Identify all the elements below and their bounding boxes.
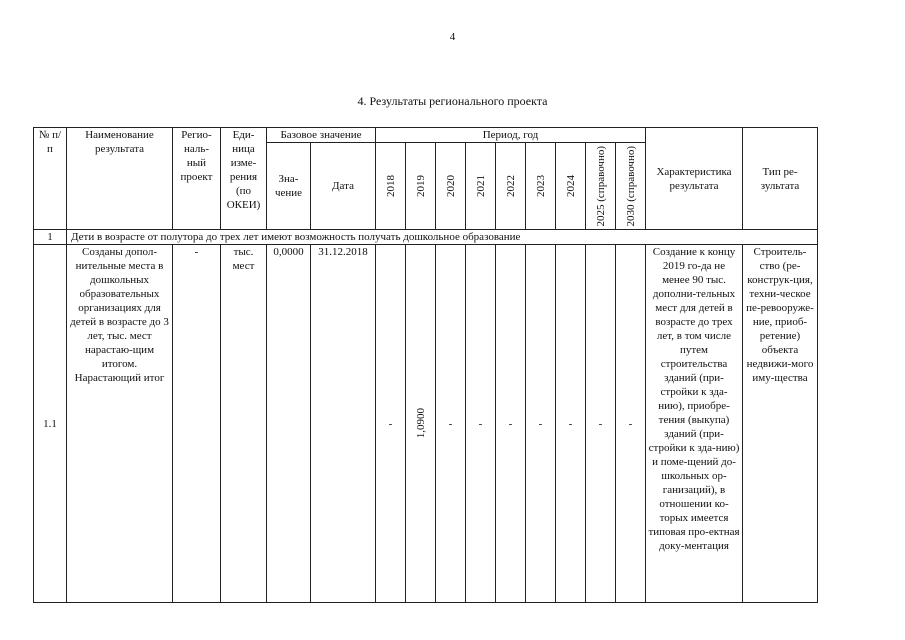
section-text: Дети в возрасте от полутора до трех лет имеют возможность получать дошкольное образование — [67, 230, 818, 245]
header-unit: Еди-ница изме-рения (по ОКЕИ) — [221, 128, 267, 230]
header-year-2025: 2025 (справочно) — [586, 143, 616, 230]
row-unit: тыс. мест — [221, 245, 267, 603]
header-period: Период, год — [376, 128, 646, 143]
row-base-date: 31.12.2018 — [311, 245, 376, 603]
row-year-2023: - — [526, 245, 556, 603]
header-base: Базовое значение — [267, 128, 376, 143]
section-num: 1 — [34, 230, 67, 245]
header-name: Наименование результата — [67, 128, 173, 230]
header-type: Тип ре-зультата — [743, 128, 818, 230]
row-name: Созданы допол-нительные места в дошкольных образовательных организациях для детей в возрасте до 3 лет, тыс. мест нарастаю-щим итогом. Нарастающий итог — [67, 245, 173, 603]
row-year-2020: - — [436, 245, 466, 603]
header-regional: Регио-наль-ный проект — [173, 128, 221, 230]
header-row-1 — [34, 128, 818, 143]
header-year-2023: 2023 — [526, 143, 556, 230]
row-regional: - — [173, 245, 221, 603]
row-year-2025: - — [586, 245, 616, 603]
row-num: 1.1 — [34, 245, 67, 603]
header-year-2030: 2030 (справочно) — [616, 143, 646, 230]
header-num: № п/п — [34, 128, 67, 230]
header-year-2019: 2019 — [406, 143, 436, 230]
row-year-2019: 1,0900 — [406, 245, 436, 603]
header-year-2018: 2018 — [376, 143, 406, 230]
section-row — [34, 230, 818, 245]
header-year-2021: 2021 — [466, 143, 496, 230]
header-year-2020: 2020 — [436, 143, 466, 230]
row-year-2022: - — [496, 245, 526, 603]
page-number: 4 — [449, 31, 456, 43]
row-base-value: 0,0000 — [267, 245, 311, 603]
header-year-2022: 2022 — [496, 143, 526, 230]
row-type: Строитель-ство (ре-конструк-ция, техни-ческое пе-ревооруже-ние, приоб-ретение) объекта недвижи-мого иму-щества — [743, 245, 818, 603]
section-title: 4. Результаты регионального проекта — [357, 94, 548, 108]
table-row — [34, 245, 818, 603]
row-year-2018: - — [376, 245, 406, 603]
header-year-2024: 2024 — [556, 143, 586, 230]
header-characteristic: Характеристика результата — [646, 128, 743, 230]
row-year-2024: - — [556, 245, 586, 603]
header-base-date: Дата — [311, 143, 376, 230]
header-base-value: Зна-чение — [267, 143, 311, 230]
row-characteristic: Создание к концу 2019 го-да не менее 90 тыс. дополни-тельных мест для детей в возрасте до трех лет, в том числе путем строительства зданий (при-стройки к зда-нию), приобре-тения (выкупа) зданий (при-стройки к зда-нию) и поме-щений до-школьных ор-ганизаций), в отношении ко-торых имеется типовая про-ектная доку-ментация — [646, 245, 743, 603]
row-year-2021: - — [466, 245, 496, 603]
results-table — [33, 127, 818, 603]
row-year-2030: - — [616, 245, 646, 603]
